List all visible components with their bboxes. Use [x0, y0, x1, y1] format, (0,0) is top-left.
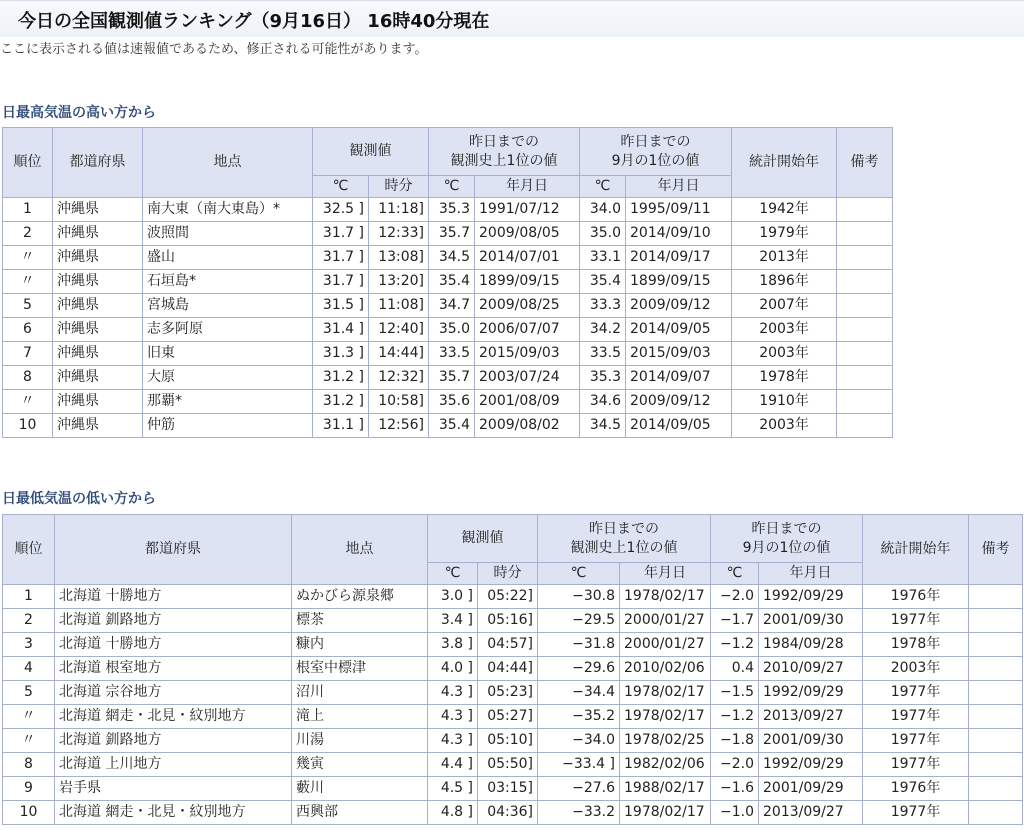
cell-obs-value: 4.4 ]	[428, 753, 478, 777]
cell-start-year: 2013年	[732, 246, 837, 270]
cell-obs-value: 4.3 ]	[428, 681, 478, 705]
cell-month-date: 2014/09/05	[626, 414, 732, 438]
cell-remarks	[837, 270, 893, 294]
cell-pref: 北海道 釧路地方	[55, 609, 292, 633]
cell-obs-time: 14:44]	[369, 342, 429, 366]
cell-month-value: 33.5	[580, 342, 626, 366]
cell-hist-date: 1991/07/12	[475, 198, 580, 222]
cell-obs-time: 05:23]	[478, 681, 538, 705]
cell-month-value: −1.8	[711, 729, 759, 753]
cell-hist-value: −31.8	[538, 633, 620, 657]
cell-start-year: 2007年	[732, 294, 837, 318]
cell-rank: 10	[3, 414, 53, 438]
col-pref: 都道府県	[55, 515, 292, 585]
page-header	[0, 0, 1024, 37]
col-point: 地点	[143, 128, 313, 198]
cell-point: 志多阿原	[143, 318, 313, 342]
cell-remarks	[969, 609, 1023, 633]
cell-month-date: 2001/09/30	[759, 729, 863, 753]
cell-pref: 北海道 宗谷地方	[55, 681, 292, 705]
cell-rank: 2	[3, 222, 53, 246]
table-row	[3, 390, 893, 414]
col-rank: 順位	[3, 128, 53, 198]
cell-month-value: 35.4	[580, 270, 626, 294]
cell-remarks	[837, 222, 893, 246]
cell-hist-value: −29.6	[538, 657, 620, 681]
cell-remarks	[837, 318, 893, 342]
cell-point: 旧東	[143, 342, 313, 366]
sub-hist-date: 年月日	[475, 176, 580, 198]
cell-hist-date: 2006/07/07	[475, 318, 580, 342]
cell-obs-value: 3.8 ]	[428, 633, 478, 657]
cell-month-date: 1984/09/28	[759, 633, 863, 657]
cell-hist-value: 35.0	[429, 318, 475, 342]
cell-hist-value: −30.8	[538, 585, 620, 609]
cell-start-year: 1978年	[863, 633, 969, 657]
cell-remarks	[969, 729, 1023, 753]
cell-month-date: 1899/09/15	[626, 270, 732, 294]
cell-point: 糠内	[292, 633, 428, 657]
cell-obs-time: 12:40]	[369, 318, 429, 342]
cell-obs-value: 31.4 ]	[313, 318, 369, 342]
sub-month-celsius: ℃	[580, 176, 626, 198]
cell-obs-time: 13:20]	[369, 270, 429, 294]
cell-hist-date: 2014/07/01	[475, 246, 580, 270]
cell-obs-time: 05:10]	[478, 729, 538, 753]
table-row	[3, 801, 1023, 825]
cell-obs-time: 04:36]	[478, 801, 538, 825]
cell-month-value: 35.0	[580, 222, 626, 246]
cell-month-value: −1.7	[711, 609, 759, 633]
cell-remarks	[969, 633, 1023, 657]
cell-start-year: 2003年	[732, 414, 837, 438]
cell-start-year: 1977年	[863, 705, 969, 729]
cell-obs-value: 31.3 ]	[313, 342, 369, 366]
cell-month-date: 2014/09/05	[626, 318, 732, 342]
cell-month-value: −2.0	[711, 753, 759, 777]
max-section-title: 日最高気温の高い方から	[2, 105, 156, 121]
cell-month-date: 2001/09/29	[759, 777, 863, 801]
cell-obs-value: 4.3 ]	[428, 729, 478, 753]
cell-remarks	[969, 585, 1023, 609]
cell-pref: 沖縄県	[53, 222, 143, 246]
cell-hist-date: 2003/07/24	[475, 366, 580, 390]
cell-start-year: 1977年	[863, 801, 969, 825]
cell-month-date: 2001/09/30	[759, 609, 863, 633]
cell-point: 西興部	[292, 801, 428, 825]
cell-hist-value: −34.0	[538, 729, 620, 753]
cell-point: 沼川	[292, 681, 428, 705]
cell-pref: 北海道 釧路地方	[55, 729, 292, 753]
table-row	[3, 657, 1023, 681]
cell-obs-value: 4.3 ]	[428, 705, 478, 729]
header-row	[3, 515, 1023, 563]
cell-pref: 北海道 十勝地方	[55, 633, 292, 657]
cell-rank: 〃	[3, 270, 53, 294]
cell-obs-time: 03:15]	[478, 777, 538, 801]
cell-obs-time: 05:50]	[478, 753, 538, 777]
cell-point: 藪川	[292, 777, 428, 801]
cell-month-value: 33.3	[580, 294, 626, 318]
table-row	[3, 414, 893, 438]
cell-remarks	[969, 705, 1023, 729]
table-row	[3, 705, 1023, 729]
cell-rank: 〃	[3, 705, 55, 729]
col-remarks: 備考	[837, 128, 893, 198]
table-row	[3, 366, 893, 390]
cell-pref: 沖縄県	[53, 390, 143, 414]
cell-pref: 北海道 上川地方	[55, 753, 292, 777]
table-row	[3, 318, 893, 342]
cell-obs-time: 12:32]	[369, 366, 429, 390]
cell-obs-value: 31.7 ]	[313, 246, 369, 270]
cell-rank: 3	[3, 633, 55, 657]
col-hist: 昨日までの 観測史上1位の値	[429, 128, 580, 176]
cell-hist-value: 35.6	[429, 390, 475, 414]
cell-obs-value: 3.4 ]	[428, 609, 478, 633]
cell-remarks	[837, 246, 893, 270]
cell-obs-value: 32.5 ]	[313, 198, 369, 222]
cell-remarks	[969, 657, 1023, 681]
cell-pref: 沖縄県	[53, 198, 143, 222]
cell-rank: 2	[3, 609, 55, 633]
cell-rank: 〃	[3, 390, 53, 414]
sub-month-celsius: ℃	[711, 563, 759, 585]
cell-month-value: −1.5	[711, 681, 759, 705]
cell-hist-date: 2009/08/05	[475, 222, 580, 246]
cell-remarks	[837, 198, 893, 222]
cell-remarks	[837, 414, 893, 438]
cell-remarks	[969, 801, 1023, 825]
cell-month-date: 2009/09/12	[626, 294, 732, 318]
cell-point: 根室中標津	[292, 657, 428, 681]
cell-hist-date: 1988/02/17	[620, 777, 711, 801]
cell-hist-date: 1978/02/17	[620, 585, 711, 609]
cell-month-date: 2013/09/27	[759, 705, 863, 729]
cell-hist-value: 35.4	[429, 414, 475, 438]
cell-obs-time: 04:44]	[478, 657, 538, 681]
cell-month-date: 2010/09/27	[759, 657, 863, 681]
cell-month-date: 2014/09/07	[626, 366, 732, 390]
cell-obs-value: 4.5 ]	[428, 777, 478, 801]
cell-pref: 岩手県	[55, 777, 292, 801]
sub-obs-celsius: ℃	[428, 563, 478, 585]
cell-start-year: 1979年	[732, 222, 837, 246]
page-title: 今日の全国観測値ランキング（9月16日） 16時40分現在	[18, 11, 490, 32]
cell-point: 盛山	[143, 246, 313, 270]
col-pref: 都道府県	[53, 128, 143, 198]
sub-hist-date: 年月日	[620, 563, 711, 585]
table-row	[3, 681, 1023, 705]
cell-start-year: 2003年	[863, 657, 969, 681]
cell-remarks	[837, 294, 893, 318]
cell-rank: 1	[3, 585, 55, 609]
cell-month-date: 2009/09/12	[626, 390, 732, 414]
cell-start-year: 1977年	[863, 753, 969, 777]
cell-start-year: 1978年	[732, 366, 837, 390]
cell-hist-value: 35.3	[429, 198, 475, 222]
cell-obs-value: 4.0 ]	[428, 657, 478, 681]
cell-month-date: 2015/09/03	[626, 342, 732, 366]
cell-rank: 〃	[3, 729, 55, 753]
cell-pref: 北海道 十勝地方	[55, 585, 292, 609]
cell-hist-value: −27.6	[538, 777, 620, 801]
cell-start-year: 2003年	[732, 342, 837, 366]
cell-start-year: 1977年	[863, 729, 969, 753]
cell-obs-time: 12:56]	[369, 414, 429, 438]
sub-obs-celsius: ℃	[313, 176, 369, 198]
cell-hist-value: −35.2	[538, 705, 620, 729]
header-row	[3, 128, 893, 176]
cell-remarks	[969, 777, 1023, 801]
cell-hist-date: 2015/09/03	[475, 342, 580, 366]
cell-hist-date: 1978/02/17	[620, 681, 711, 705]
cell-point: 滝上	[292, 705, 428, 729]
cell-rank: 6	[3, 318, 53, 342]
cell-point: 波照間	[143, 222, 313, 246]
cell-pref: 沖縄県	[53, 294, 143, 318]
cell-obs-value: 31.1 ]	[313, 414, 369, 438]
cell-obs-value: 31.2 ]	[313, 390, 369, 414]
table-row	[3, 342, 893, 366]
cell-month-value: −1.2	[711, 633, 759, 657]
cell-point: 川湯	[292, 729, 428, 753]
cell-hist-value: −33.4 ]	[538, 753, 620, 777]
cell-hist-value: 35.7	[429, 366, 475, 390]
cell-month-value: 34.5	[580, 414, 626, 438]
cell-hist-date: 2000/01/27	[620, 633, 711, 657]
cell-pref: 沖縄県	[53, 246, 143, 270]
cell-obs-value: 31.7 ]	[313, 222, 369, 246]
cell-obs-value: 31.7 ]	[313, 270, 369, 294]
cell-rank: 4	[3, 657, 55, 681]
cell-month-date: 2014/09/10	[626, 222, 732, 246]
cell-obs-time: 13:08]	[369, 246, 429, 270]
cell-obs-value: 4.8 ]	[428, 801, 478, 825]
cell-month-value: −2.0	[711, 585, 759, 609]
cell-obs-time: 10:58]	[369, 390, 429, 414]
cell-pref: 沖縄県	[53, 270, 143, 294]
cell-remarks	[837, 342, 893, 366]
cell-obs-value: 31.2 ]	[313, 366, 369, 390]
cell-hist-value: 35.4	[429, 270, 475, 294]
cell-obs-value: 3.0 ]	[428, 585, 478, 609]
sub-obs-time: 時分	[369, 176, 429, 198]
cell-pref: 北海道 根室地方	[55, 657, 292, 681]
cell-hist-date: 2009/08/25	[475, 294, 580, 318]
cell-rank: 1	[3, 198, 53, 222]
cell-hist-value: 34.7	[429, 294, 475, 318]
cell-month-date: 1995/09/11	[626, 198, 732, 222]
cell-pref: 北海道 網走・北見・紋別地方	[55, 705, 292, 729]
cell-rank: 5	[3, 294, 53, 318]
cell-pref: 沖縄県	[53, 342, 143, 366]
sub-obs-time: 時分	[478, 563, 538, 585]
max-temp-table	[2, 127, 893, 438]
table-row	[3, 246, 893, 270]
col-remarks: 備考	[969, 515, 1023, 585]
cell-remarks	[837, 390, 893, 414]
cell-rank: 10	[3, 801, 55, 825]
cell-month-value: −1.2	[711, 705, 759, 729]
cell-obs-time: 11:08]	[369, 294, 429, 318]
cell-point: ぬかびら源泉郷	[292, 585, 428, 609]
cell-obs-time: 05:27]	[478, 705, 538, 729]
cell-obs-value: 31.5 ]	[313, 294, 369, 318]
cell-hist-value: −33.2	[538, 801, 620, 825]
cell-hist-date: 1982/02/06	[620, 753, 711, 777]
col-hist: 昨日までの 観測史上1位の値	[538, 515, 711, 563]
cell-rank: 9	[3, 777, 55, 801]
cell-point: 仲筋	[143, 414, 313, 438]
cell-hist-value: 33.5	[429, 342, 475, 366]
cell-point: 大原	[143, 366, 313, 390]
table-row	[3, 222, 893, 246]
cell-hist-date: 2010/02/06	[620, 657, 711, 681]
cell-rank: 7	[3, 342, 53, 366]
cell-start-year: 1910年	[732, 390, 837, 414]
table-row	[3, 609, 1023, 633]
cell-pref: 沖縄県	[53, 414, 143, 438]
cell-month-value: 34.6	[580, 390, 626, 414]
min-section-title: 日最低気温の低い方から	[2, 491, 156, 507]
min-table-body	[3, 585, 1023, 825]
cell-obs-time: 12:33]	[369, 222, 429, 246]
cell-hist-date: 1978/02/25	[620, 729, 711, 753]
cell-hist-value: 34.5	[429, 246, 475, 270]
cell-rank: 〃	[3, 246, 53, 270]
cell-hist-value: −29.5	[538, 609, 620, 633]
cell-month-value: −1.6	[711, 777, 759, 801]
cell-pref: 北海道 網走・北見・紋別地方	[55, 801, 292, 825]
col-month: 昨日までの 9月の1位の値	[711, 515, 863, 563]
cell-obs-time: 05:22]	[478, 585, 538, 609]
table-row	[3, 777, 1023, 801]
cell-remarks	[969, 753, 1023, 777]
cell-hist-date: 1978/02/17	[620, 801, 711, 825]
cell-month-value: 35.3	[580, 366, 626, 390]
cell-start-year: 1896年	[732, 270, 837, 294]
cell-obs-time: 11:18]	[369, 198, 429, 222]
cell-hist-date: 2000/01/27	[620, 609, 711, 633]
cell-point: 幾寅	[292, 753, 428, 777]
cell-hist-date: 2009/08/02	[475, 414, 580, 438]
sub-month-date: 年月日	[626, 176, 732, 198]
cell-month-value: 0.4	[711, 657, 759, 681]
cell-pref: 沖縄県	[53, 366, 143, 390]
col-obs: 観測値	[428, 515, 538, 563]
col-point: 地点	[292, 515, 428, 585]
sub-month-date: 年月日	[759, 563, 863, 585]
cell-month-value: 34.0	[580, 198, 626, 222]
table-row	[3, 270, 893, 294]
cell-start-year: 1976年	[863, 777, 969, 801]
cell-rank: 5	[3, 681, 55, 705]
cell-start-year: 2003年	[732, 318, 837, 342]
cell-start-year: 1976年	[863, 585, 969, 609]
cell-hist-value: 35.7	[429, 222, 475, 246]
sub-hist-celsius: ℃	[429, 176, 475, 198]
col-start-year: 統計開始年	[732, 128, 837, 198]
disclaimer-note: ここに表示される値は速報値であるため、修正される可能性があります。	[0, 42, 428, 57]
cell-obs-time: 05:16]	[478, 609, 538, 633]
cell-pref: 沖縄県	[53, 318, 143, 342]
col-start-year: 統計開始年	[863, 515, 969, 585]
cell-month-date: 1992/09/29	[759, 585, 863, 609]
cell-month-value: 33.1	[580, 246, 626, 270]
table-row	[3, 294, 893, 318]
sub-hist-celsius: ℃	[538, 563, 620, 585]
cell-remarks	[837, 366, 893, 390]
col-rank: 順位	[3, 515, 55, 585]
min-temp-table	[2, 514, 1023, 825]
cell-point: 石垣島*	[143, 270, 313, 294]
cell-remarks	[969, 681, 1023, 705]
cell-rank: 8	[3, 366, 53, 390]
cell-hist-date: 1978/02/17	[620, 705, 711, 729]
table-row	[3, 729, 1023, 753]
cell-hist-date: 1899/09/15	[475, 270, 580, 294]
col-obs: 観測値	[313, 128, 429, 176]
cell-point: 南大東（南大東島）*	[143, 198, 313, 222]
cell-point: 那覇*	[143, 390, 313, 414]
cell-point: 標茶	[292, 609, 428, 633]
max-table-body	[3, 198, 893, 438]
cell-month-date: 2014/09/17	[626, 246, 732, 270]
col-month: 昨日までの 9月の1位の値	[580, 128, 732, 176]
cell-hist-value: −34.4	[538, 681, 620, 705]
cell-point: 宮城島	[143, 294, 313, 318]
cell-start-year: 1977年	[863, 609, 969, 633]
cell-month-date: 1992/09/29	[759, 753, 863, 777]
cell-start-year: 1942年	[732, 198, 837, 222]
cell-month-value: 34.2	[580, 318, 626, 342]
cell-obs-time: 04:57]	[478, 633, 538, 657]
cell-start-year: 1977年	[863, 681, 969, 705]
table-row	[3, 585, 1023, 609]
table-row	[3, 633, 1023, 657]
cell-rank: 8	[3, 753, 55, 777]
cell-hist-date: 2001/08/09	[475, 390, 580, 414]
table-row	[3, 198, 893, 222]
cell-month-value: −1.0	[711, 801, 759, 825]
cell-month-date: 1992/09/29	[759, 681, 863, 705]
cell-month-date: 2013/09/27	[759, 801, 863, 825]
table-row	[3, 753, 1023, 777]
